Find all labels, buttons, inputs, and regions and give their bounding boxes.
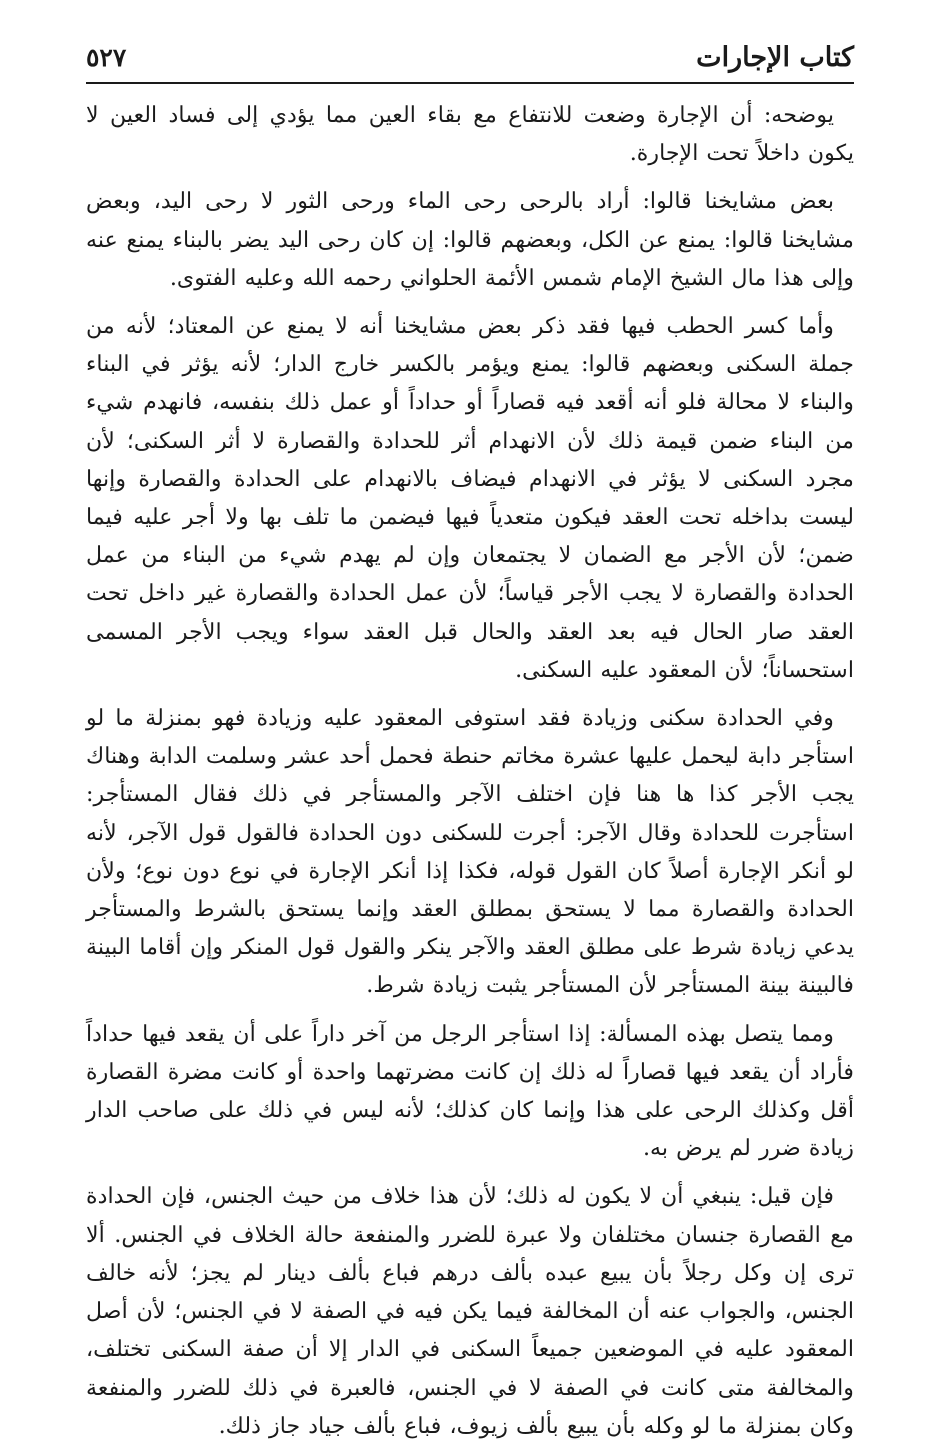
page-body [86, 96, 854, 1445]
page-number: ٥٢٧ [86, 43, 127, 72]
page-header [86, 36, 854, 84]
paragraph: ومما يتصل بهذه المسألة: إذا استأجر الرجل من آخر داراً على أن يقعد فيها حداداً فأراد أن يقعد فيها قصاراً له ذلك إن كانت مضرتهما واحدة أو كانت مضرة القصارة أقل وكذلك الرحى على هذا وإنما كان كذلك؛ لأنه ليس في ذلك على صاحب الدار زيادة ضرر لم يرض به. [86, 1020, 854, 1162]
paragraph: فإن قيل: ينبغي أن لا يكون له ذلك؛ لأن هذا خلاف من حيث الجنس، فإن الحدادة مع القصارة جنسان مختلفان ولا عبرة للضرر والمنفعة حالة الخلاف في الجنس. ألا ترى إن وكل رجلاً بأن يبيع عبده بألف درهم فباع بألف دينار لم يجز؛ لأنه خالف الجنس، والجواب عنه أن المخالفة فيما يكن فيه في الصفة لا في الجنس؛ لأن أصل المعقود عليه في الموضعين جميعاً السكنى في الدار إلا أن صفة السكنى تختلف، والمخالفة متى كانت في الصفة لا في الجنس، فالعبرة في ذلك للضرر والمنفعة وكان بمنزلة ما لو وكله بأن يبيع بألف زيوف، فباع بألف جياد جاز ذلك. [86, 1183, 854, 1439]
paragraph: وفي الحدادة سكنى وزيادة فقد استوفى المعقود عليه وزيادة فهو بمنزلة ما لو استأجر دابة ليحمل عليها عشرة مخاتم حنطة فحمل أحد عشر وسلمت الدابة وهناك يجب الأجر كذا ها هنا فإن اختلف الآجر والمستأجر في ذلك فقال المستأجر: استأجرت للحدادة وقال الآجر: أجرت للسكنى دون الحدادة فالقول قول الآجر، لأنه لو أنكر الإجارة أصلاً كان القول قوله، فكذا إذا أنكر الإجارة في نوع دون نوع؛ ولأن الحدادة والقصارة مما لا يستحق بمطلق العقد وإنما يستحق بالشرط والمستأجر يدعي زيادة شرط على مطلق العقد والآجر ينكر والقول قول المنكر وإن أقاما البينة فالبينة بينة المستأجر لأن المستأجر يثبت زيادة شرط. [86, 705, 854, 999]
paragraph: وأما كسر الحطب فيها فقد ذكر بعض مشايخنا أنه لا يمنع عن المعتاد؛ لأنه من جملة السكنى وبعضهم قالوا: يمنع ويؤمر بالكسر خارج الدار؛ لأنه يؤثر في البناء والبناء لا محالة فلو أنه أقعد فيه قصاراً أو حداداً أو عمل ذلك بنفسه، فانهدم شيء من البناء ضمن قيمة ذلك لأن الانهدام أثر للحدادة والقصارة لا أثر السكنى؛ لأن مجرد السكنى لا يؤثر في الانهدام فيضاف بالانهدام على الحدادة والقصارة وإنها ليست بداخله تحت العقد فيكون متعدياً فيها فيضمن ما تلف بها ولا أجر عليه فيما ضمن؛ لأن الأجر مع الضمان لا يجتمعان وإن لم يهدم شيء من البناء من عمل الحدادة والقصارة لا يجب الأجر قياساً؛ لأن عمل الحدادة والقصارة غير داخل تحت العقد صار الحال فيه بعد العقد والحال قبل العقد سواء ويجب الأجر المسمى استحساناً؛ لأن المعقود عليه السكنى. [86, 313, 854, 683]
paragraph: يوضحه: أن الإجارة وضعت للانتفاع مع بقاء العين مما يؤدي إلى فساد العين لا يكون داخلاً تحت الإجارة. [86, 102, 854, 167]
paragraph: بعض مشايخنا قالوا: أراد بالرحى رحى الماء ورحى الثور لا رحى اليد، وبعض مشايخنا قالوا: يمنع عن الكل، وبعضهم قالوا: إن كان رحى اليد يضر بالبناء يمنع عنه وإلى هذا مال الشيخ الإمام شمس الأئمة الحلواني رحمه الله وعليه الفتوى. [86, 188, 854, 291]
book-title: كتاب الإجارات [696, 42, 854, 73]
